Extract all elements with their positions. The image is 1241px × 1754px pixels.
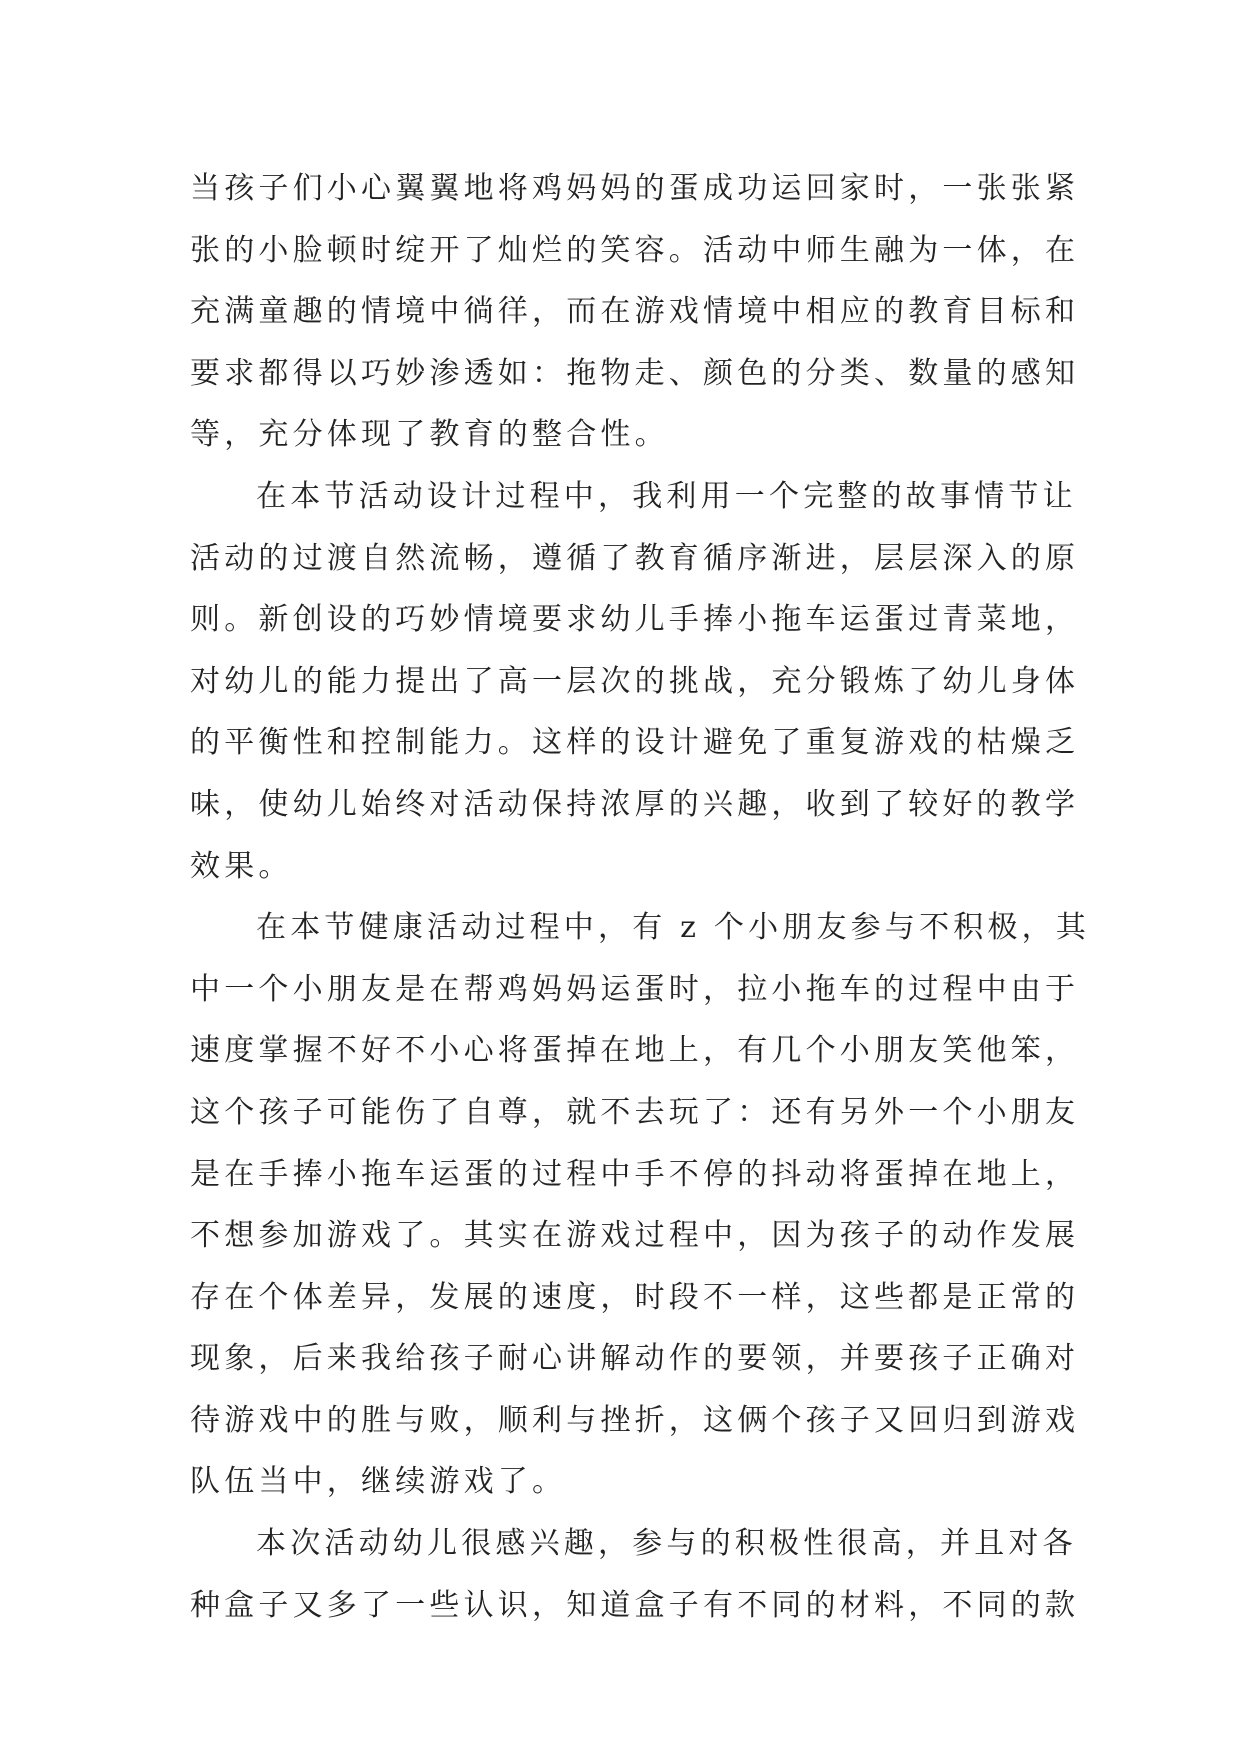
text-line: 存在个体差异，发展的速度，时段不一样，这些都是正常的 xyxy=(190,1279,1080,1315)
paragraph-start-line: 在本节活动设计过程中，我利用一个完整的故事情节让 xyxy=(256,478,1077,514)
document-body xyxy=(190,158,1091,1636)
text-line: 不想参加游戏了。其实在游戏过程中，因为孩子的动作发展 xyxy=(190,1218,1080,1254)
text-line: 是在手捧小拖车运蛋的过程中手不停的抖动将蛋掉在地上， xyxy=(190,1156,1080,1192)
text-line: 速度掌握不好不小心将蛋掉在地上，有几个小朋友笑他笨， xyxy=(190,1033,1080,1069)
text-line: 要求都得以巧妙渗透如：拖物走、颜色的分类、数量的感知 xyxy=(190,355,1080,391)
text-line: 则。新创设的巧妙情境要求幼儿手捧小拖车运蛋过青菜地， xyxy=(190,602,1080,638)
text-line: 中一个小朋友是在帮鸡妈妈运蛋时，拉小拖车的过程中由于 xyxy=(190,971,1080,1007)
text-line: 效果。 xyxy=(190,848,293,884)
text-line: 当孩子们小心翼翼地将鸡妈妈的蛋成功运回家时，一张张紧 xyxy=(190,171,1080,206)
text-line: 这个孩子可能伤了自尊，就不去玩了：还有另外一个小朋友 xyxy=(190,1094,1080,1130)
text-line: 活动的过渡自然流畅，遵循了教育循序渐进，层层深入的原 xyxy=(190,540,1080,576)
paragraph-start-line: 在本节健康活动过程中，有 z 个小朋友参与不积极，其 xyxy=(256,910,1091,946)
text-line: 待游戏中的胜与败，顺利与挫折，这俩个孩子又回归到游戏 xyxy=(190,1402,1080,1438)
text-line: 张的小脸顿时绽开了灿烂的笑容。活动中师生融为一体，在 xyxy=(190,232,1080,268)
text-line: 充满童趣的情境中徜徉，而在游戏情境中相应的教育目标和 xyxy=(190,294,1080,330)
text-line: 的平衡性和控制能力。这样的设计避免了重复游戏的枯燥乏 xyxy=(190,725,1080,761)
text-line: 种盒子又多了一些认识，知道盒子有不同的材料，不同的款 xyxy=(190,1587,1080,1623)
text-line: 队伍当中，继续游戏了。 xyxy=(190,1464,567,1500)
text-line: 对幼儿的能力提出了高一层次的挑战，充分锻炼了幼儿身体 xyxy=(190,663,1080,699)
text-line: 现象，后来我给孩子耐心讲解动作的要领，并要孩子正确对 xyxy=(190,1341,1080,1377)
text-line: 味，使幼儿始终对活动保持浓厚的兴趣，收到了较好的教学 xyxy=(190,786,1080,822)
text-line: 等，充分体现了教育的整合性。 xyxy=(190,417,669,453)
paragraph-start-line: 本次活动幼儿很感兴趣，参与的积极性很高，并且对各 xyxy=(256,1526,1077,1562)
